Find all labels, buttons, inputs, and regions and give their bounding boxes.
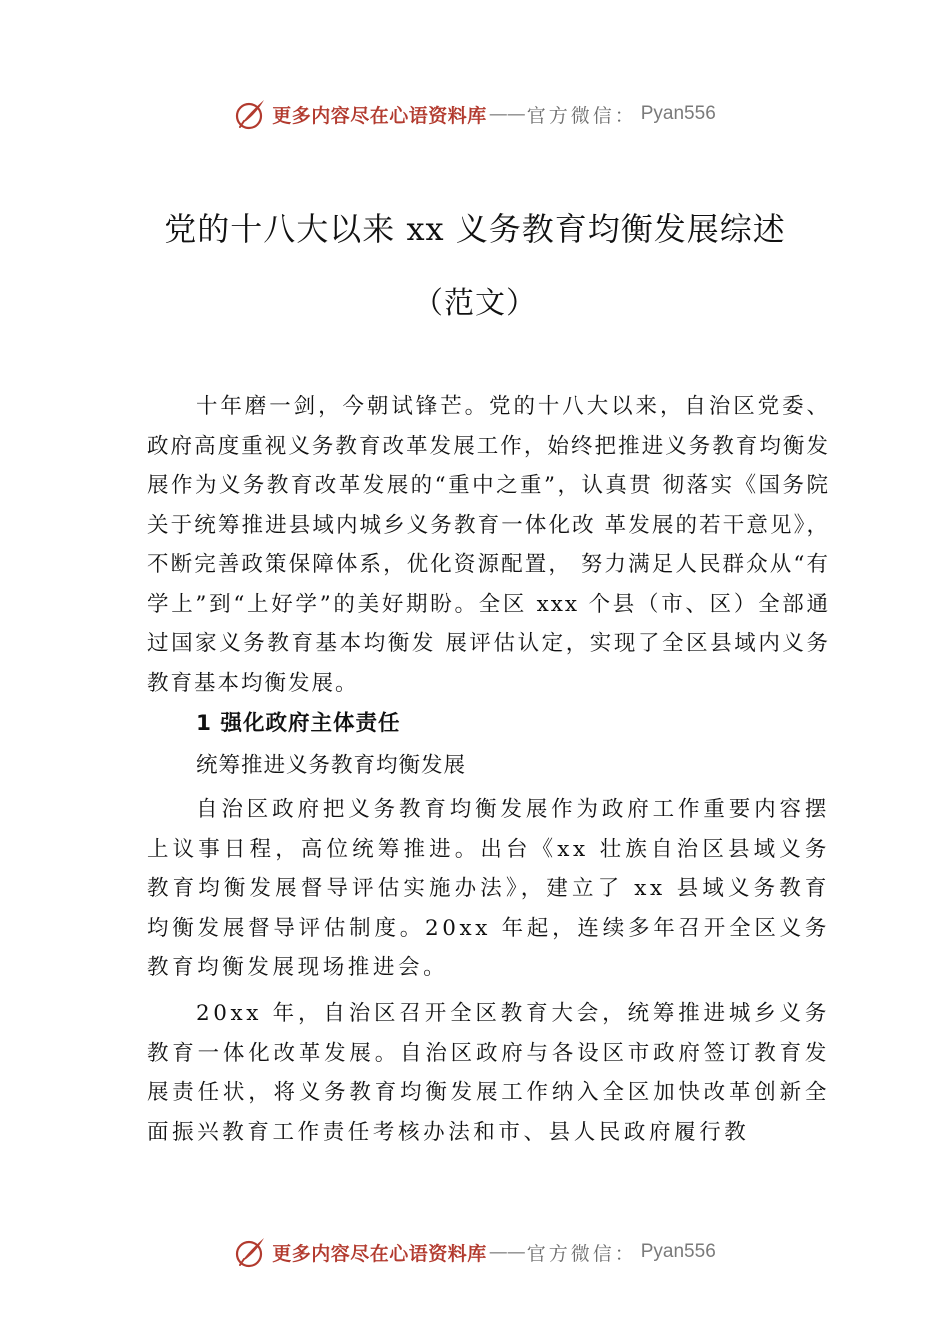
banner-wechat-id: Pyan556 (640, 103, 716, 124)
banner-dash: —— (488, 103, 525, 125)
document-title: 党的十八大以来 xx 义务教育均衡发展综述 (164, 210, 786, 248)
banner-wechat-label: 官方微信： (526, 104, 637, 127)
banner-wechat-id: Pyan556 (640, 1241, 716, 1262)
footer-watermark-banner (0, 1232, 950, 1272)
quill-logo-icon (234, 97, 268, 131)
banner-library-text: 更多内容尽在心语资料库 (272, 104, 487, 127)
section-subheading: 统筹推进义务教育均衡发展 (196, 753, 467, 778)
quill-logo-icon (234, 1235, 268, 1269)
section-heading: 1 强化政府主体责任 (196, 711, 401, 736)
paragraph-conference: 20xx 年，自治区召开全区教育大会，统筹推进城乡义务教育一体化改革发展。自治区政府与各设区市政府签订教育发展责任状，将义务教育均衡发展工作纳入全区加快改革创新全面振兴教育工作责任考核办法和市、县人民政府履行教 (147, 1001, 830, 1145)
paragraph-government: 自治区政府把义务教育均衡发展作为政府工作重要内容摆上议事日程，高位统筹推进。出台《xx 壮族自治区县域义务教育均衡发展督导评估实施办法》，建立了 xx 县域义务教育均衡发展督导评估制度。20xx 年起，连续多年召开全区义务教育均衡发展现场推进会。 (147, 797, 830, 980)
paragraph-intro: 十年磨一剑，今朝试锋芒。党的十八大以来，自治区党委、政府高度重视义务教育改革发展工作，始终把推进义务教育均衡发展作为义务教育改革发展的“重中之重”，认真贯 彻落实《国务院关于统筹推进县域内城乡义务教育一体化改 革发展的若干意见》，不断完善政策保障体系，优化资源配置， 努力满足人民群众从“有学上”到“上好学”的美好期盼。全区 xxx 个县（市、区）全部通过国家义务教育基本均衡发 展评估认定，实现了全区县域内义务教育基本均衡发展。 (147, 394, 830, 696)
banner-dash: —— (488, 1241, 525, 1263)
banner-wechat-label: 官方微信： (526, 1242, 637, 1265)
banner-library-text: 更多内容尽在心语资料库 (272, 1242, 487, 1265)
document-subtitle: （范文） (413, 286, 537, 321)
header-watermark-banner (0, 94, 950, 134)
